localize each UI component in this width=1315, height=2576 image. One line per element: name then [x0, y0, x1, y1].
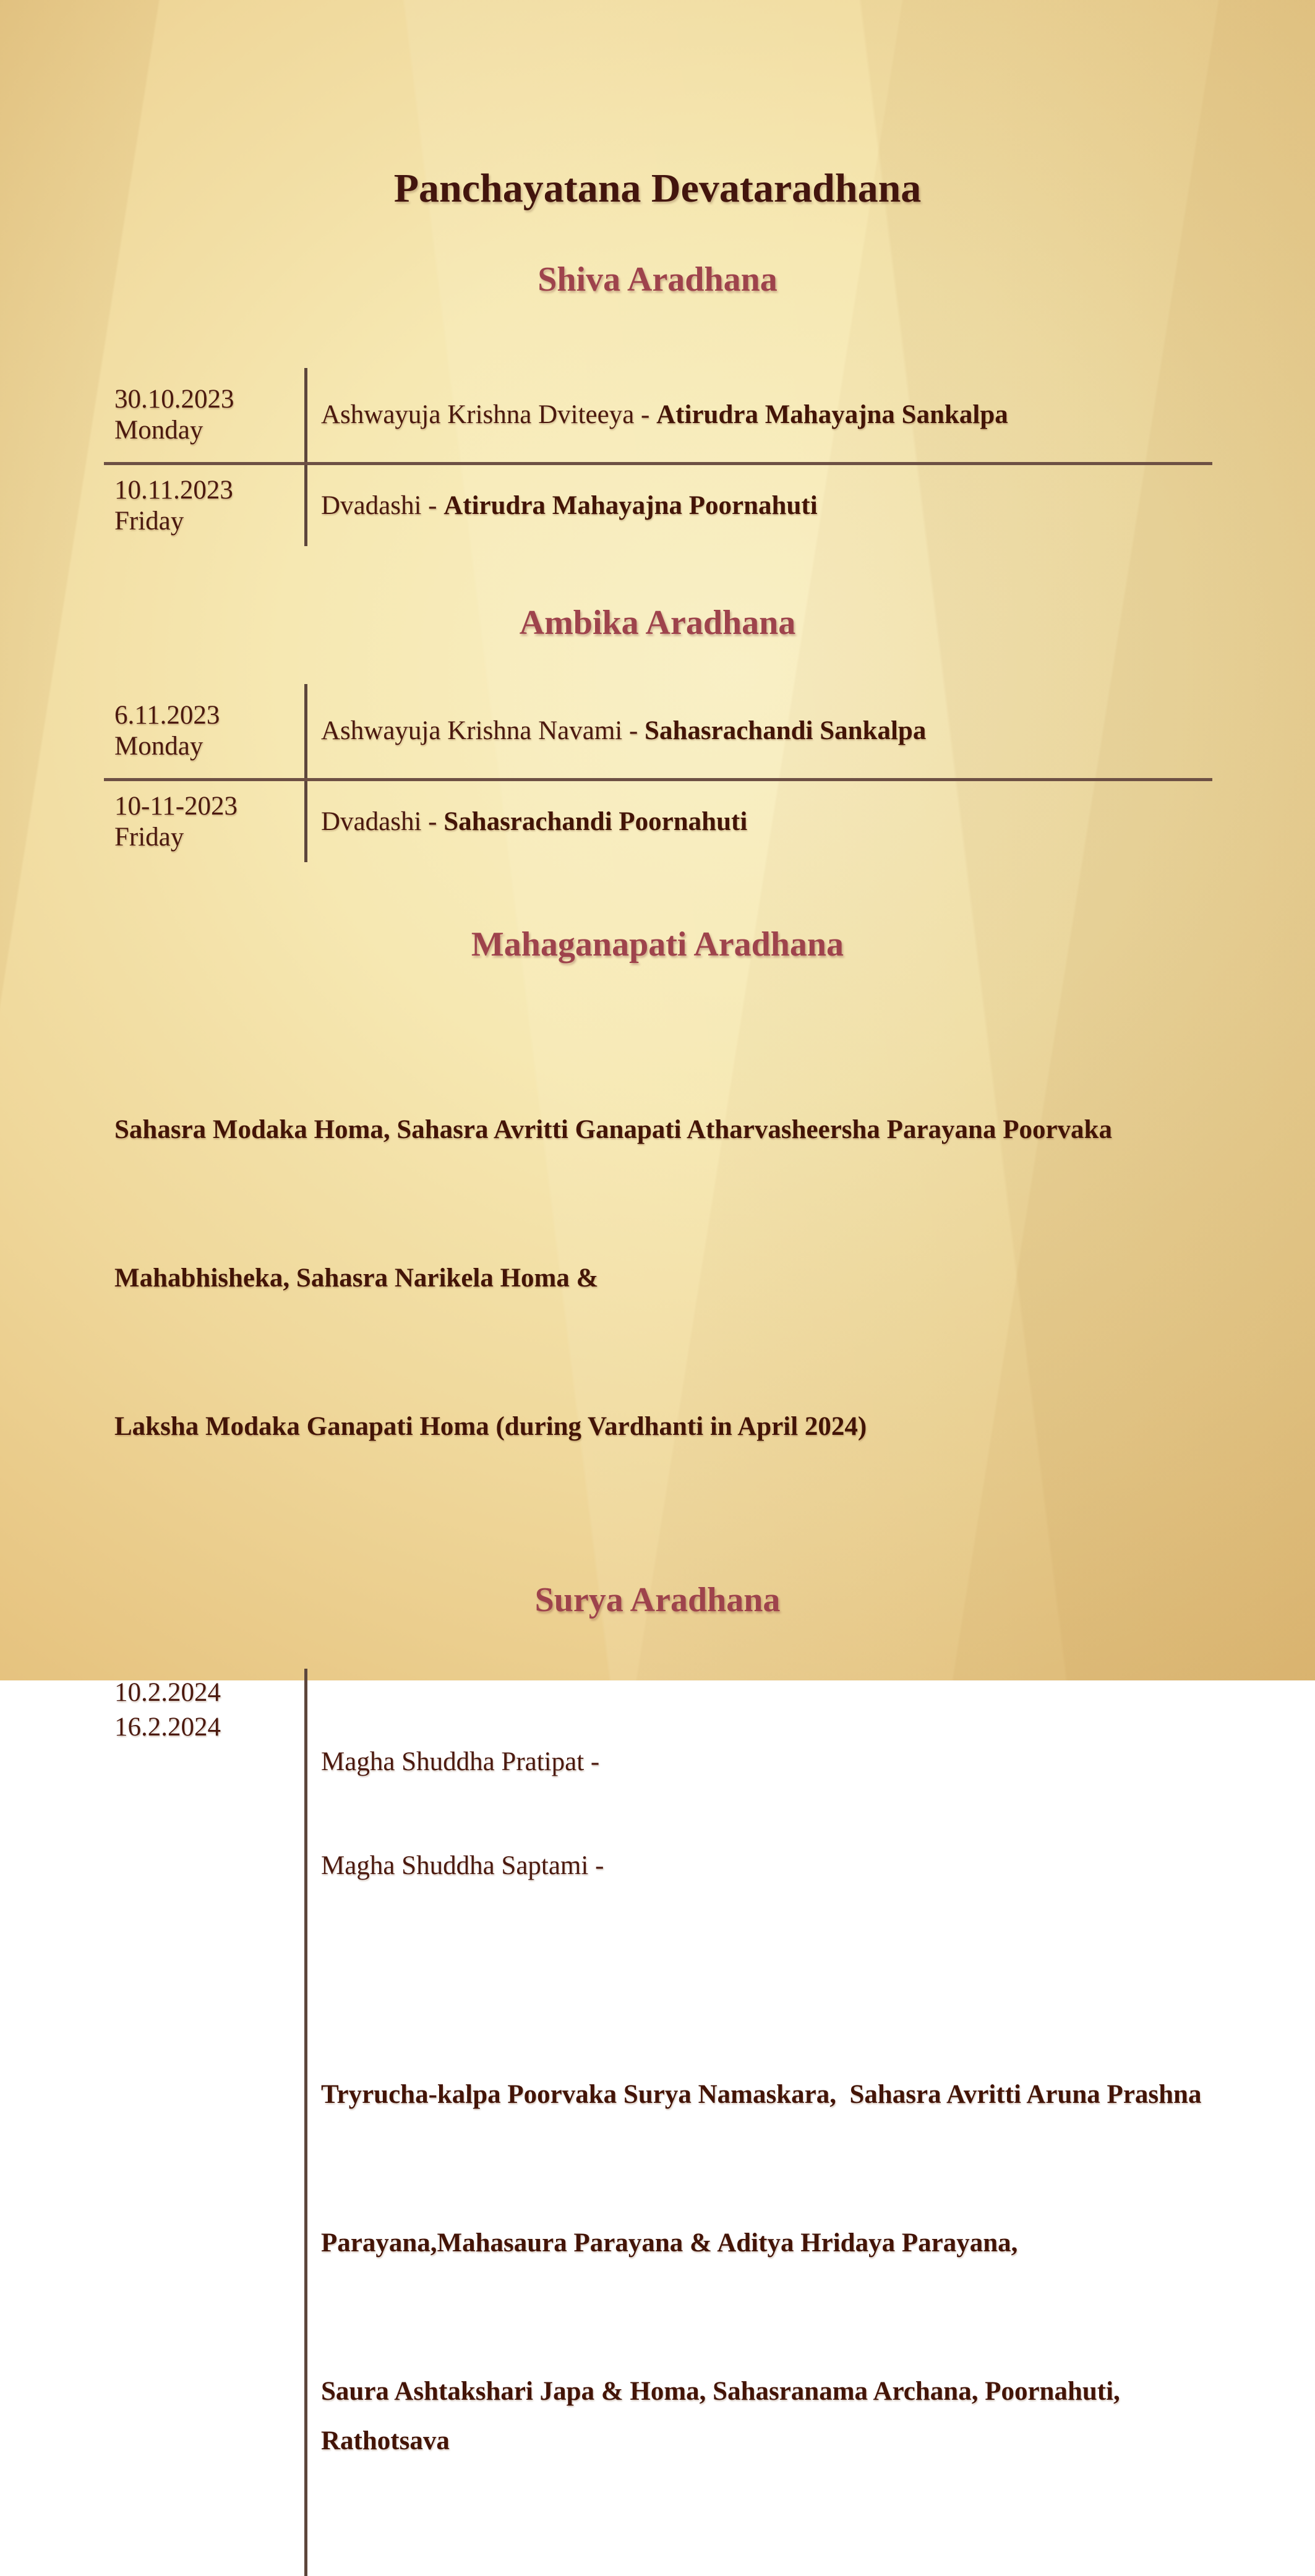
tithi-line: Magha Shuddha Pratipat - [321, 1747, 600, 1776]
event-text [321, 806, 747, 838]
table-row [104, 462, 1212, 546]
section-heading-shiva: Shiva Aradhana [538, 260, 777, 299]
date-line: 10.11.2023 [114, 475, 233, 505]
event-highlight: Sahasrachandi Sankalpa [645, 716, 927, 745]
detail-line: Sahasra Modaka Homa, Sahasra Avritti Ganapati Atharvasheersha Parayana Poorvaka [114, 1115, 1112, 1144]
tithi-line: Magha Shuddha Saptami - [321, 1851, 604, 1880]
event-cell [304, 465, 1212, 546]
detail-line: Laksha Modaka Ganapati Homa (during Vardhanti in April 2024) [114, 1412, 867, 1441]
detail-line: Parayana,Mahasaura Parayana & Aditya Hridaya Parayana, [321, 2228, 1018, 2257]
page-title: Panchayatana Devataradhana [393, 166, 922, 211]
event-prefix: Ashwayuja Krishna Navami - [321, 716, 645, 745]
surya-detail-block [321, 1971, 1241, 2565]
event-prefix: Dvadashi - [321, 807, 444, 836]
table-row [104, 368, 1212, 462]
day-line: Friday [114, 822, 184, 852]
date-line: 30.10.2023 [114, 385, 234, 414]
event-text [321, 399, 1008, 431]
event-text [321, 715, 926, 747]
event-highlight: Sahasrachandi Poornahuti [443, 807, 748, 836]
date-line: 10-11-2023 [114, 791, 238, 821]
section-heading-ambika: Ambika Aradhana [519, 604, 796, 642]
event-prefix: Ashwayuja Krishna Dviteeya - [321, 400, 657, 429]
date-cell [104, 1669, 304, 2576]
detail-line: Mahabhisheka, Sahasra Narikela Homa & [114, 1264, 599, 1293]
section-heading-surya: Surya Aradhana [534, 1581, 781, 1619]
shiva-schedule-table [104, 368, 1212, 546]
event-text [321, 490, 818, 522]
detail-line: Saura Ashtakshari Japa & Homa, Sahasranama Archana, Poornahuti, Rathotsava [321, 2377, 1127, 2455]
date-cell [104, 791, 304, 853]
date-line: 10.2.2024 [114, 1678, 221, 1707]
date-line: 16.2.2024 [114, 1713, 221, 1742]
ambika-schedule-table [104, 684, 1212, 862]
date-cell [104, 384, 304, 446]
event-cell [304, 368, 1212, 462]
section-heading-mahaganapati: Mahaganapati Aradhana [471, 925, 844, 964]
detail-line: Tryrucha-kalpa Poorvaka Surya Namaskara, Sahasra Avritti Aruna Prashna [321, 2080, 1202, 2109]
event-prefix: Dvadashi - [321, 490, 444, 520]
date-line: 6.11.2023 [114, 701, 220, 730]
table-row [104, 778, 1212, 862]
date-cell [104, 475, 304, 537]
event-cell [304, 781, 1212, 862]
day-line: Friday [114, 506, 184, 536]
surya-tithi-block [321, 1675, 1241, 1953]
day-line: Monday [114, 732, 203, 761]
day-line: Monday [114, 416, 203, 445]
date-cell [104, 700, 304, 762]
event-highlight: Atirudra Mahayajna Poornahuti [443, 490, 818, 520]
table-row [104, 684, 1212, 778]
event-cell [304, 684, 1212, 778]
surya-event-cell [304, 1669, 1241, 2576]
surya-schedule-table [104, 1669, 1241, 2576]
event-highlight: Atirudra Mahayajna Sankalpa [656, 400, 1008, 429]
mahaganapati-details [114, 1006, 1222, 1551]
